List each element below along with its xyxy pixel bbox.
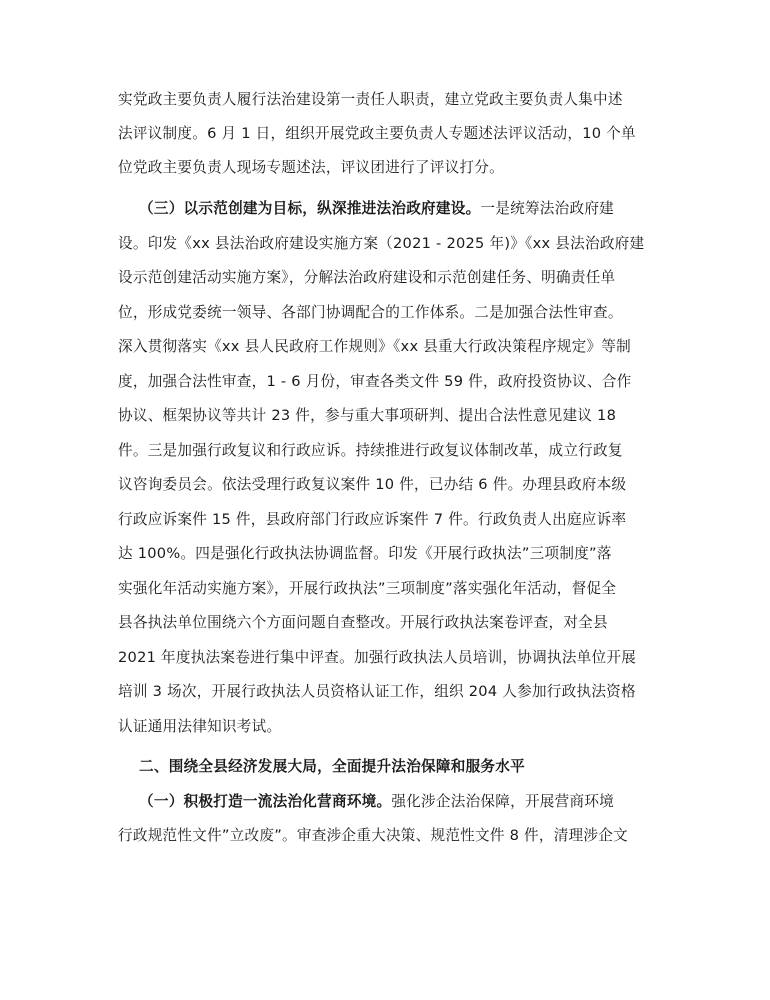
body-line-15: 实强化年活动实施方案》，开展行政执法”三项制度”落实强化年活动，督促全 [118, 580, 617, 597]
body-line-1: 实党政主要负责人履行法治建设第一责任人职责，建立党政主要负责人集中述 [118, 91, 623, 108]
section-heading-3-title: （三）以示范创建为目标，纵深推进法治政府建设。 [139, 200, 481, 217]
body-line-13: 行政应诉案件 15 件，县政府部门行政应诉案件 7 件。行政负责人出庭应诉率 [118, 511, 627, 528]
body-line-18: 培训 3 场次，开展行政执法人员资格认证工作，组织 204 人参加行政执法资格 [118, 683, 636, 700]
body-line-8: 深入贯彻落实《xx 县人民政府工作规则》《xx 县重大行政决策程序规定》等制 [118, 338, 632, 355]
section-heading-1-title: （一）积极打造一流法治化营商环境。 [139, 793, 392, 810]
body-line-2: 法评议制度。6 月 1 日，组织开展党政主要负责人专题述法评议活动，10 个单 [118, 125, 636, 142]
body-line-9: 度，加强合法性审查，1 - 6 月份，审查各类文件 59 件，政府投资协议、合作 [118, 373, 632, 390]
body-line-7: 位，形成党委统一领导、各部门协调配合的工作体系。二是加强合法性审查。 [118, 304, 623, 321]
body-line-11: 件。三是加强行政复议和行政应诉。持续推进行政复议体制改革，成立行政复 [118, 442, 623, 459]
body-line-17: 2021 年度执法案卷进行集中评查。加强行政执法人员培训，协调执法单位开展 [118, 649, 637, 666]
body-line-12: 议咨询委员会。依法受理行政复议案件 10 件，已办结 6 件。办理县政府本级 [118, 476, 627, 493]
body-line-3: 位党政主要负责人现场专题述法，评议团进行了评议打分。 [118, 159, 504, 176]
section-heading-1: （一）积极打造一流法治化营商环境。强化涉企法治保障，开展营商环境 [139, 793, 615, 810]
chapter-heading-2: 二、围绕全县经济发展大局，全面提升法治保障和服务水平 [139, 758, 525, 775]
body-line-22: 行政规范性文件”立改废”。审查涉企重大决策、规范性文件 8 件，清理涉企文 [118, 827, 628, 844]
body-line-16: 县各执法单位围绕六个方面问题自查整改。开展行政执法案卷评查，对全县 [118, 614, 608, 631]
body-line-10: 协议、框架协议等共计 23 件，参与重大事项研判、提出合法性意见建议 18 [118, 407, 617, 424]
body-line-6: 设示范创建活动实施方案》，分解法治政府建设和示范创建任务、明确责任单 [118, 269, 616, 286]
body-line-19: 认证通用法律知识考试。 [118, 718, 282, 735]
body-line-5: 设。印发《xx 县法治政府建设实施方案（2021 - 2025 年)》《xx 县法治政府建 [118, 235, 645, 252]
body-line-14: 达 100%。四是强化行政执法协调监督。印发《开展行政执法”三项制度”落 [118, 545, 612, 562]
section-heading-3: （三）以示范创建为目标，纵深推进法治政府建设。一是统筹法治政府建 [139, 200, 615, 217]
